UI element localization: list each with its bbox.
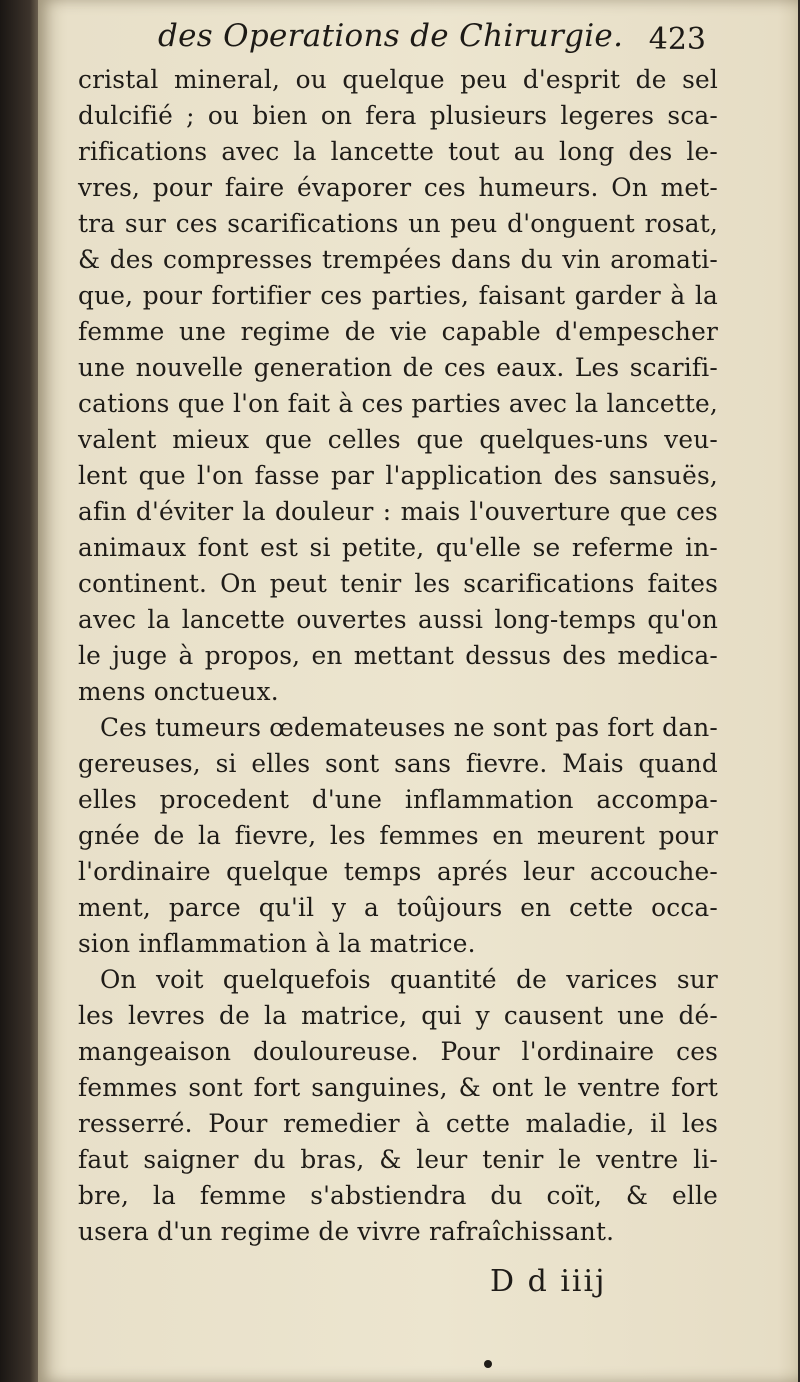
text-line: vres, pour faire évaporer ces humeurs. On met- bbox=[78, 173, 718, 202]
text-line: resserré. Pour remedier à cette maladie, il les bbox=[78, 1109, 718, 1138]
text-line: continent. On peut tenir les scarifications faites bbox=[78, 569, 718, 598]
text-line: elles procedent d'une inflammation accompa- bbox=[78, 785, 718, 814]
text-line: avec la lancette ouvertes aussi long-temps qu'on bbox=[78, 605, 718, 634]
text-line: usera d'un regime de vivre rafraîchissant. bbox=[78, 1217, 615, 1246]
text-line: mangeaison douloureuse. Pour l'ordinaire ces bbox=[78, 1037, 718, 1066]
text-line: l'ordinaire quelque temps aprés leur accouche- bbox=[78, 857, 718, 886]
text-line: le juge à propos, en mettant dessus des medica- bbox=[78, 641, 718, 670]
book-gutter bbox=[0, 0, 38, 1382]
running-title: des Operations de Chirurgie. bbox=[158, 18, 624, 54]
text-line: ment, parce qu'il y a toûjours en cette occa- bbox=[78, 893, 718, 922]
signature-mark: D d iiij bbox=[490, 1264, 607, 1299]
text-line: & des compresses trempées dans du vin aromati- bbox=[78, 245, 718, 274]
page-number: 423 bbox=[648, 22, 706, 57]
text-line: animaux font est si petite, qu'elle se referme in- bbox=[78, 533, 718, 562]
ink-dot bbox=[484, 1360, 492, 1368]
text-line: gereuses, si elles sont sans fievre. Mais quand bbox=[78, 749, 718, 778]
text-line: femme une regime de vie capable d'empescher bbox=[78, 317, 718, 346]
text-line: une nouvelle generation de ces eaux. Les scarifi- bbox=[78, 353, 718, 382]
text-line: cristal mineral, ou quelque peu d'esprit de sel bbox=[78, 65, 718, 94]
text-line: dulcifié ; ou bien on fera plusieurs legeres sca- bbox=[78, 101, 718, 130]
text-line: Ces tumeurs œdemateuses ne sont pas fort dan- bbox=[100, 713, 718, 742]
text-line: afin d'éviter la douleur : mais l'ouverture que ces bbox=[78, 497, 718, 526]
text-line: valent mieux que celles que quelques-uns veu- bbox=[78, 425, 718, 454]
text-line: tra sur ces scarifications un peu d'onguent rosat, bbox=[78, 209, 718, 238]
page-body bbox=[78, 62, 718, 1250]
page-header bbox=[158, 14, 718, 64]
text-line: gnée de la fievre, les femmes en meurent pour bbox=[78, 821, 718, 850]
text-line: lent que l'on fasse par l'application des sansuës, bbox=[78, 461, 718, 490]
text-line: que, pour fortifier ces parties, faisant garder à la bbox=[78, 281, 718, 310]
text-line: On voit quelquefois quantité de varices sur bbox=[100, 965, 718, 994]
text-line: mens onctueux. bbox=[78, 677, 279, 706]
text-line: rifications avec la lancette tout au long des le- bbox=[78, 137, 718, 166]
text-line: les levres de la matrice, qui y causent une dé- bbox=[78, 1001, 718, 1030]
text-line: sion inflammation à la matrice. bbox=[78, 929, 476, 958]
text-line: femmes sont fort sanguines, & ont le ventre fort bbox=[78, 1073, 718, 1102]
text-line: faut saigner du bras, & leur tenir le ventre li- bbox=[78, 1145, 718, 1174]
text-line: bre, la femme s'abstiendra du coït, & elle bbox=[78, 1181, 718, 1210]
text-line: cations que l'on fait à ces parties avec la lancette, bbox=[78, 389, 718, 418]
